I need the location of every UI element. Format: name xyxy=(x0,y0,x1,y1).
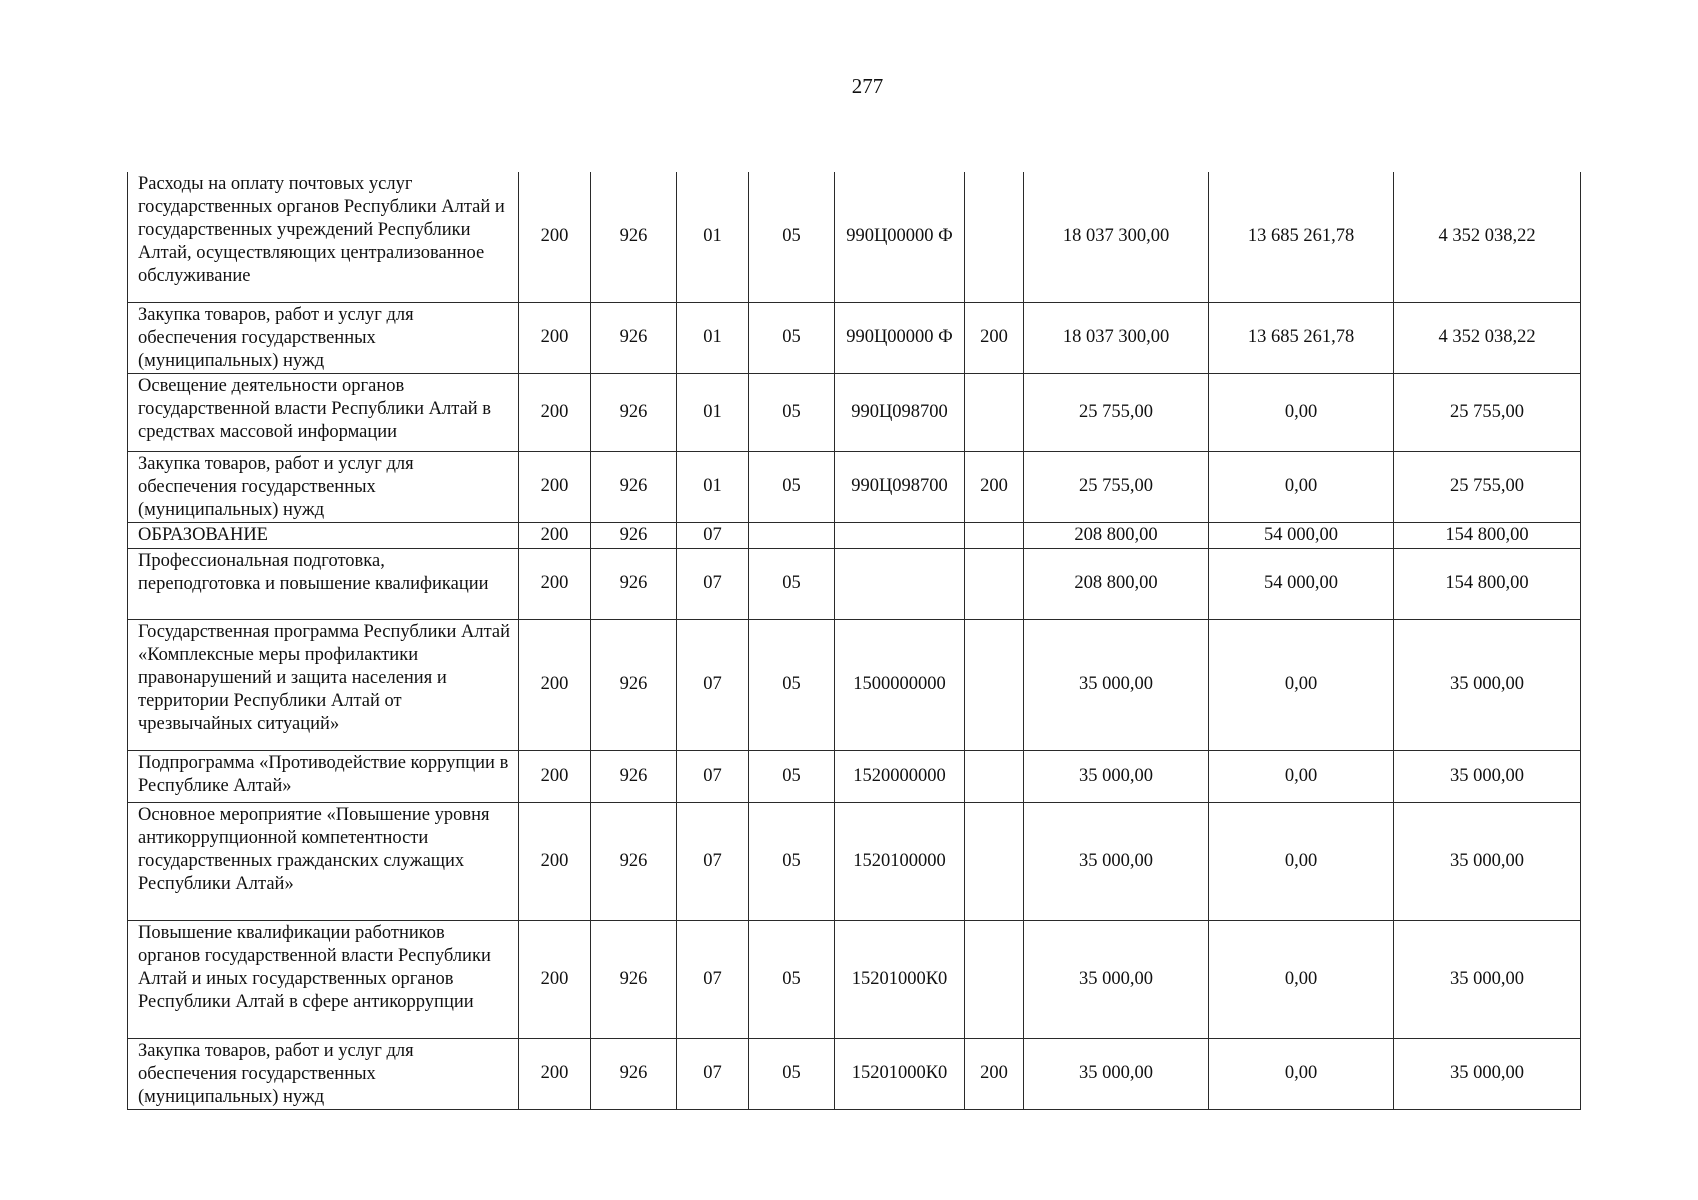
row-name-cell: Закупка товаров, работ и услуг для обеспечения государственных (муниципальных) нужд xyxy=(128,302,519,373)
csr-cell xyxy=(835,522,965,548)
plan-amount-cell: 35 000,00 xyxy=(1024,1038,1209,1109)
fact-amount-cell: 0,00 xyxy=(1209,750,1394,802)
table-row xyxy=(128,373,1581,451)
gr-cell: 200 xyxy=(519,750,591,802)
fact-amount-cell: 0,00 xyxy=(1209,920,1394,1038)
table-row xyxy=(128,451,1581,522)
table-row xyxy=(128,302,1581,373)
fact-amount-cell: 54 000,00 xyxy=(1209,522,1394,548)
rest-amount-cell: 35 000,00 xyxy=(1394,920,1581,1038)
vr-cell xyxy=(965,172,1024,302)
csr-cell xyxy=(835,548,965,619)
vr-cell: 200 xyxy=(965,302,1024,373)
vr-cell xyxy=(965,619,1024,750)
table-row xyxy=(128,920,1581,1038)
plan-amount-cell: 18 037 300,00 xyxy=(1024,302,1209,373)
pr-cell: 05 xyxy=(749,802,835,920)
csr-cell: 15201000К0 xyxy=(835,920,965,1038)
plan-amount-cell: 208 800,00 xyxy=(1024,522,1209,548)
pr-cell: 05 xyxy=(749,619,835,750)
csr-cell: 990Ц00000 Ф xyxy=(835,302,965,373)
table-row xyxy=(128,802,1581,920)
page-number: 277 xyxy=(851,74,884,98)
row-name-cell: ОБРАЗОВАНИЕ xyxy=(128,522,519,548)
pr-cell: 05 xyxy=(749,373,835,451)
rest-amount-cell: 4 352 038,22 xyxy=(1394,172,1581,302)
table-body xyxy=(128,172,1581,1109)
rz-cell: 07 xyxy=(677,548,749,619)
fact-amount-cell: 0,00 xyxy=(1209,802,1394,920)
rest-amount-cell: 25 755,00 xyxy=(1394,451,1581,522)
plan-amount-cell: 35 000,00 xyxy=(1024,750,1209,802)
pr-cell: 05 xyxy=(749,1038,835,1109)
ved-cell: 926 xyxy=(591,522,677,548)
rz-cell: 07 xyxy=(677,619,749,750)
rz-cell: 01 xyxy=(677,302,749,373)
csr-cell: 990Ц098700 xyxy=(835,451,965,522)
vr-cell xyxy=(965,802,1024,920)
gr-cell: 200 xyxy=(519,302,591,373)
rest-amount-cell: 35 000,00 xyxy=(1394,802,1581,920)
rest-amount-cell: 154 800,00 xyxy=(1394,522,1581,548)
rz-cell: 07 xyxy=(677,920,749,1038)
ved-cell: 926 xyxy=(591,750,677,802)
csr-cell: 990Ц098700 xyxy=(835,373,965,451)
pr-cell: 05 xyxy=(749,302,835,373)
table-row xyxy=(128,522,1581,548)
rest-amount-cell: 35 000,00 xyxy=(1394,750,1581,802)
ved-cell: 926 xyxy=(591,172,677,302)
pr-cell: 05 xyxy=(749,172,835,302)
ved-cell: 926 xyxy=(591,1038,677,1109)
row-name-cell: Расходы на оплату почтовых услуг государственных органов Республики Алтай и государственных учреждений Республики Алтай, осуществляющих централизованное обслуживание xyxy=(128,172,519,302)
rest-amount-cell: 154 800,00 xyxy=(1394,548,1581,619)
table-row xyxy=(128,619,1581,750)
gr-cell: 200 xyxy=(519,802,591,920)
ved-cell: 926 xyxy=(591,920,677,1038)
row-name-cell: Государственная программа Республики Алтай «Комплексные меры профилактики правонарушений и защита населения и территории Республики Алтай от чрезвычайных ситуаций» xyxy=(128,619,519,750)
csr-cell: 1520100000 xyxy=(835,802,965,920)
row-name-cell: Закупка товаров, работ и услуг для обеспечения государственных (муниципальных) нужд xyxy=(128,1038,519,1109)
plan-amount-cell: 25 755,00 xyxy=(1024,451,1209,522)
table-row xyxy=(128,548,1581,619)
plan-amount-cell: 35 000,00 xyxy=(1024,619,1209,750)
pr-cell: 05 xyxy=(749,548,835,619)
gr-cell: 200 xyxy=(519,373,591,451)
row-name-cell: Повышение квалификации работников органов государственной власти Республики Алтай и иных государственных органов Республики Алтай в сфере антикоррупции xyxy=(128,920,519,1038)
rest-amount-cell: 35 000,00 xyxy=(1394,619,1581,750)
row-name-cell: Профессиональная подготовка, переподготовка и повышение квалификации xyxy=(128,548,519,619)
vr-cell xyxy=(965,920,1024,1038)
rest-amount-cell: 35 000,00 xyxy=(1394,1038,1581,1109)
table-row xyxy=(128,750,1581,802)
vr-cell xyxy=(965,522,1024,548)
ved-cell: 926 xyxy=(591,302,677,373)
vr-cell xyxy=(965,750,1024,802)
gr-cell: 200 xyxy=(519,451,591,522)
pr-cell xyxy=(749,522,835,548)
row-name-cell: Подпрограмма «Противодействие коррупции в Республике Алтай» xyxy=(128,750,519,802)
vr-cell xyxy=(965,548,1024,619)
fact-amount-cell: 13 685 261,78 xyxy=(1209,302,1394,373)
rest-amount-cell: 4 352 038,22 xyxy=(1394,302,1581,373)
rest-amount-cell: 25 755,00 xyxy=(1394,373,1581,451)
fact-amount-cell: 0,00 xyxy=(1209,619,1394,750)
gr-cell: 200 xyxy=(519,1038,591,1109)
row-name-cell: Основное мероприятие «Повышение уровня антикоррупционной компетентности государственных гражданских служащих Республики Алтай» xyxy=(128,802,519,920)
budget-table xyxy=(127,172,1581,1110)
fact-amount-cell: 0,00 xyxy=(1209,1038,1394,1109)
fact-amount-cell: 0,00 xyxy=(1209,373,1394,451)
fact-amount-cell: 13 685 261,78 xyxy=(1209,172,1394,302)
vr-cell: 200 xyxy=(965,1038,1024,1109)
gr-cell: 200 xyxy=(519,548,591,619)
plan-amount-cell: 208 800,00 xyxy=(1024,548,1209,619)
row-name-cell: Освещение деятельности органов государственной власти Республики Алтай в средствах массовой информации xyxy=(128,373,519,451)
ved-cell: 926 xyxy=(591,548,677,619)
rz-cell: 01 xyxy=(677,172,749,302)
pr-cell: 05 xyxy=(749,451,835,522)
ved-cell: 926 xyxy=(591,619,677,750)
fact-amount-cell: 54 000,00 xyxy=(1209,548,1394,619)
gr-cell: 200 xyxy=(519,920,591,1038)
pr-cell: 05 xyxy=(749,920,835,1038)
gr-cell: 200 xyxy=(519,172,591,302)
rz-cell: 07 xyxy=(677,802,749,920)
rz-cell: 01 xyxy=(677,373,749,451)
rz-cell: 07 xyxy=(677,522,749,548)
plan-amount-cell: 35 000,00 xyxy=(1024,920,1209,1038)
csr-cell: 15201000К0 xyxy=(835,1038,965,1109)
vr-cell xyxy=(965,373,1024,451)
rz-cell: 01 xyxy=(677,451,749,522)
ved-cell: 926 xyxy=(591,451,677,522)
rz-cell: 07 xyxy=(677,1038,749,1109)
ved-cell: 926 xyxy=(591,802,677,920)
csr-cell: 1500000000 xyxy=(835,619,965,750)
table-row xyxy=(128,1038,1581,1109)
csr-cell: 1520000000 xyxy=(835,750,965,802)
plan-amount-cell: 35 000,00 xyxy=(1024,802,1209,920)
plan-amount-cell: 18 037 300,00 xyxy=(1024,172,1209,302)
ved-cell: 926 xyxy=(591,373,677,451)
fact-amount-cell: 0,00 xyxy=(1209,451,1394,522)
plan-amount-cell: 25 755,00 xyxy=(1024,373,1209,451)
pr-cell: 05 xyxy=(749,750,835,802)
csr-cell: 990Ц00000 Ф xyxy=(835,172,965,302)
vr-cell: 200 xyxy=(965,451,1024,522)
gr-cell: 200 xyxy=(519,619,591,750)
row-name-cell: Закупка товаров, работ и услуг для обеспечения государственных (муниципальных) нужд xyxy=(128,451,519,522)
rz-cell: 07 xyxy=(677,750,749,802)
table-row xyxy=(128,172,1581,302)
gr-cell: 200 xyxy=(519,522,591,548)
